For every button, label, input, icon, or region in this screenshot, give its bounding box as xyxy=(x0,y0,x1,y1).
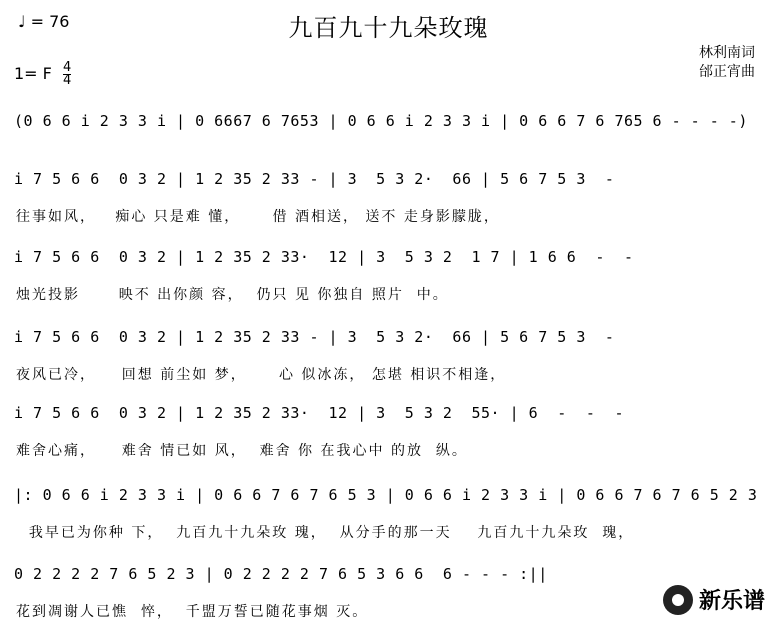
notes-line: 0 2 2 2 2 7 6 5 2 3 | 0 2 2 2 2 7 6 5 3 6 6 6 - - - :|| xyxy=(14,565,548,583)
score-line-6 xyxy=(14,486,764,546)
composer: 邰正宵曲 xyxy=(699,64,755,80)
lyrics-line: 花到凋谢人已憔 悴， 千盟万誓已随花事烟 灭。 xyxy=(16,604,369,620)
lyrics-line: 难舍心痛， 难舍 情已如 风， 难舍 你 在我心中 的放 纵。 xyxy=(16,443,468,459)
watermark-text: 新乐谱 xyxy=(698,589,765,614)
score-line-4 xyxy=(14,328,764,388)
notes-line: i 7 5 6 6 0 3 2 | 1 2 35 2 33 - | 3 5 3 2· 66 | 5 6 7 5 3 - xyxy=(14,170,615,188)
lyrics-line: 往事如风， 痴心 只是难 懂， 借 酒相送， 送不 走身影朦胧， xyxy=(16,209,500,225)
lyrics-line: 我早已为你种 下， 九百九十九朵玫 瑰， 从分手的那一天 九百九十九朵玫 瑰， xyxy=(16,525,635,541)
notes-line: i 7 5 6 6 0 3 2 | 1 2 35 2 33 - | 3 5 3 2· 66 | 5 6 7 5 3 - xyxy=(14,328,615,346)
watermark-logo xyxy=(663,584,765,615)
notes-line: |: 0 6 6 i 2 3 3 i | 0 6 6 7 6 7 6 5 3 | 0 6 6 i 2 3 3 i | 0 6 6 7 6 7 6 5 2 3 xyxy=(14,486,758,504)
key-signature xyxy=(14,62,71,87)
song-title: 九百九十九朵玫瑰 xyxy=(288,14,489,42)
credits xyxy=(699,44,755,82)
key-label: 1= F xyxy=(14,64,52,83)
score-line-2 xyxy=(14,170,764,230)
notes-line: i 7 5 6 6 0 3 2 | 1 2 35 2 33· 12 | 3 5 3 2 1 7 | 1 6 6 - - xyxy=(14,248,634,266)
disc-icon xyxy=(663,585,693,615)
score-line-5 xyxy=(14,404,764,464)
lyrics-line: 夜风已冷， 回想 前尘如 梦， 心 似冰冻， 怎堪 相识不相逢， xyxy=(16,367,507,383)
score-line-1 xyxy=(14,112,764,172)
score-line-3 xyxy=(14,248,764,308)
time-signature xyxy=(63,62,71,87)
score-line-7 xyxy=(14,565,764,625)
lyricist: 林利南词 xyxy=(699,45,755,61)
lyrics-line: 烛光投影 映不 出你颜 容， 仍只 见 你独自 照片 中。 xyxy=(16,287,449,303)
notes-line: (0 6 6 i 2 3 3 i | 0 6667 6 7653 | 0 6 6 i 2 3 3 i | 0 6 6 7 6 765 6 - - - -) xyxy=(14,112,748,130)
notes-line: i 7 5 6 6 0 3 2 | 1 2 35 2 33· 12 | 3 5 3 2 55· | 6 - - - xyxy=(14,404,624,422)
time-bottom: 4 xyxy=(62,73,72,88)
time-top: 4 xyxy=(62,60,72,75)
tempo-marking: ♩ = 76 xyxy=(18,12,70,31)
